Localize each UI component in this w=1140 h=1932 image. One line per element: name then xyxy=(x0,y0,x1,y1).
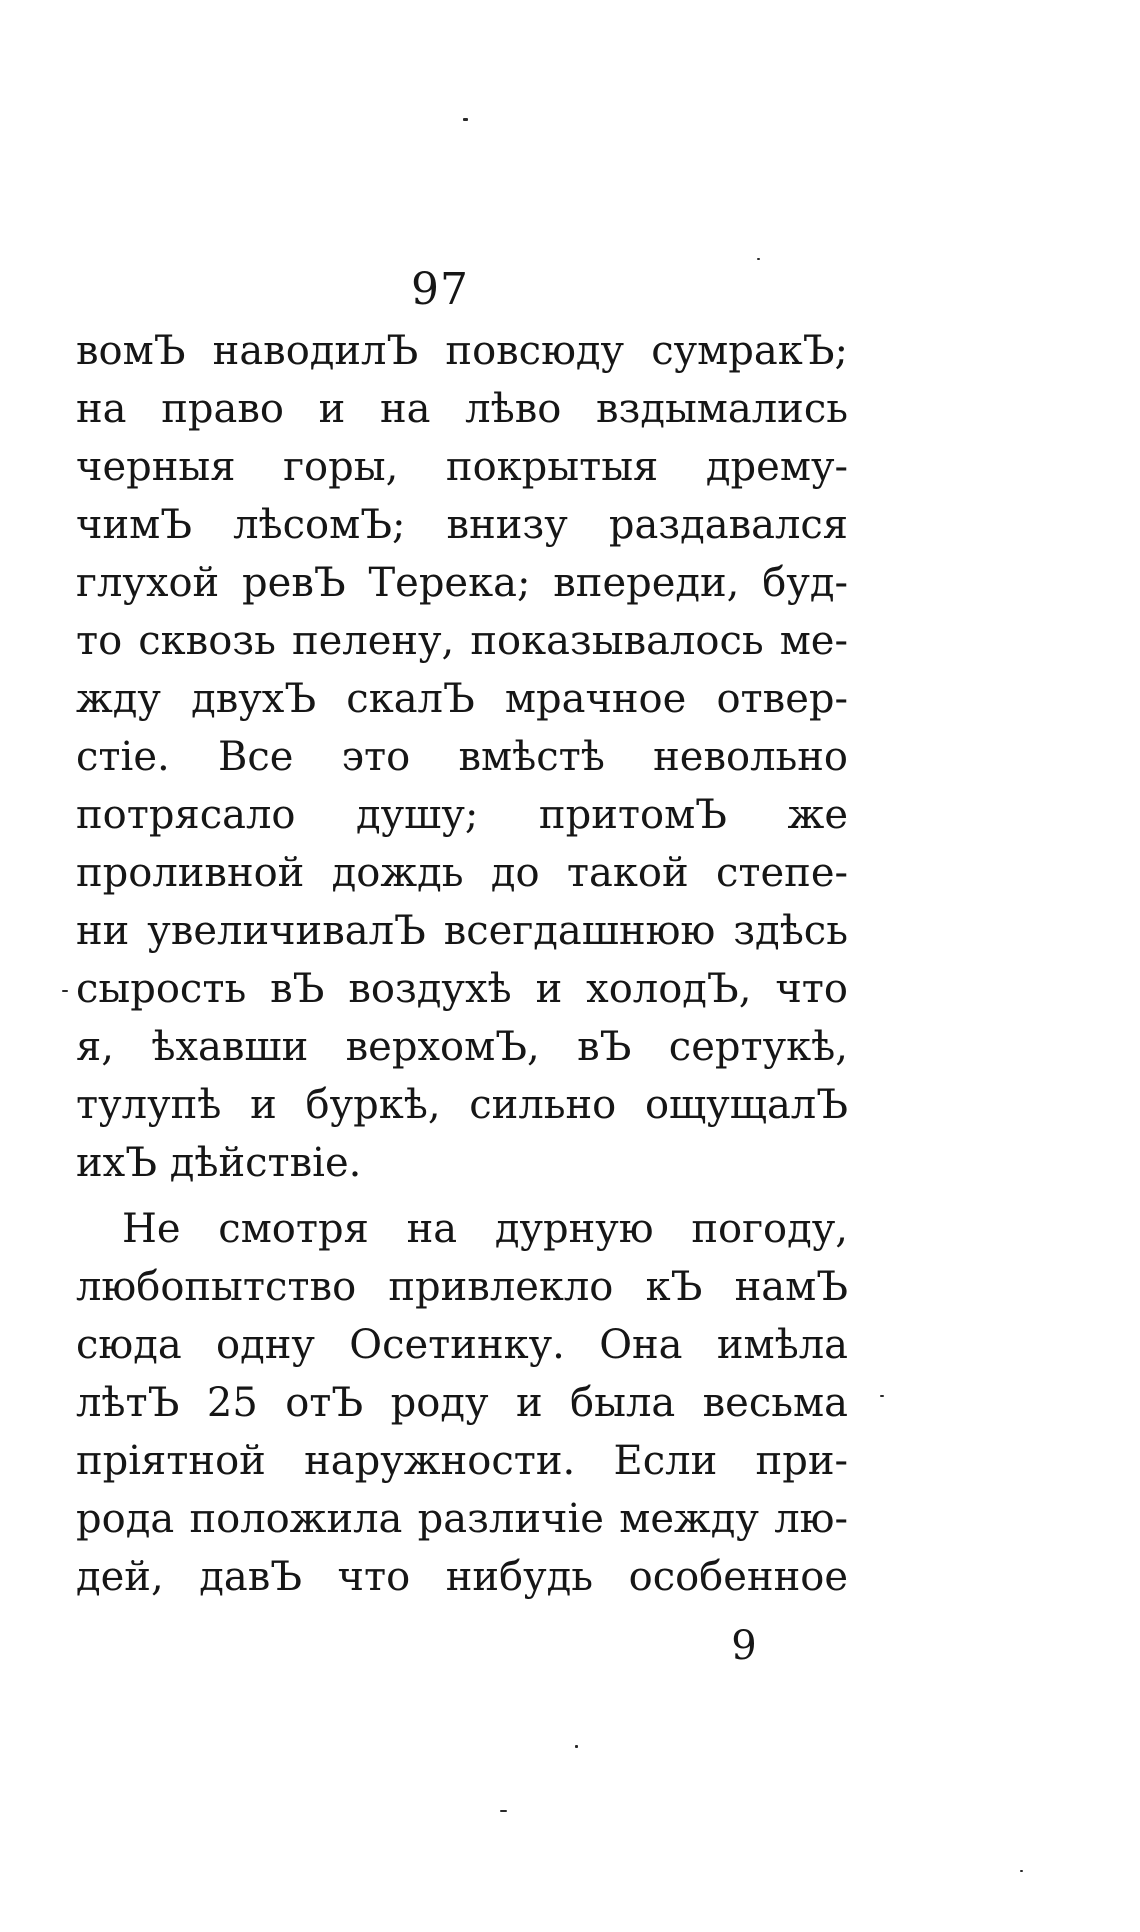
scan-speck xyxy=(62,990,68,992)
text-line: ихЪ дѣйствіе. xyxy=(76,1140,362,1186)
scan-speck xyxy=(500,1810,507,1812)
text-line: тулупѣ и буркѣ, сильно ощущалЪ xyxy=(76,1082,848,1128)
text-line: дей, давЪ что нибудь особенное xyxy=(76,1554,848,1600)
text-line: любопытство привлекло кЪ намЪ xyxy=(76,1264,848,1310)
text-line: проливной дождь до такой степе- xyxy=(76,850,848,896)
text-line: лѣтЪ 25 отЪ роду и была весьма xyxy=(76,1380,848,1426)
text-line: черныя горы, покрытыя дрему- xyxy=(76,444,848,490)
text-line: потрясало душу; притомЪ же xyxy=(76,792,848,838)
scan-speck xyxy=(1020,1870,1023,1872)
text-line: жду двухЪ скалЪ мрачное отвер- xyxy=(76,676,848,722)
page-number: 97 xyxy=(411,264,469,315)
text-line: чимЪ лѣсомЪ; внизу раздавался xyxy=(76,502,848,548)
text-line: рода положила различіе между лю- xyxy=(76,1496,848,1542)
text-line: на право и на лѣво вздымались xyxy=(76,386,848,432)
paragraph-new xyxy=(76,1200,848,1606)
text-line: вомЪ наводилЪ повсюду сумракЪ; xyxy=(76,328,848,374)
signature-mark: 9 xyxy=(731,1623,757,1669)
scan-speck xyxy=(463,118,468,121)
text-line: то сквозь пелену, показывалось ме- xyxy=(76,618,848,664)
text-line: сырость вЪ воздухѣ и холодЪ, что xyxy=(76,966,848,1012)
scan-speck xyxy=(880,1395,884,1397)
text-line: ни увеличивалЪ всегдашнюю здѣсь xyxy=(76,908,848,954)
text-line: Не смотря на дурную погоду, xyxy=(122,1206,848,1252)
text-line: я, ѣхавши верхомЪ, вЪ сертукѣ, xyxy=(76,1024,848,1070)
scan-speck xyxy=(575,1745,578,1748)
text-line: стіе. Все это вмѣстѣ невольно xyxy=(76,734,848,780)
scan-speck xyxy=(757,258,760,260)
text-line: пріятной наружности. Если при- xyxy=(76,1438,848,1484)
paragraph-continued xyxy=(76,322,848,1192)
text-line: сюда одну Осетинку. Она имѣла xyxy=(76,1322,848,1368)
text-line: глухой ревЪ Терека; впереди, буд- xyxy=(76,560,848,606)
